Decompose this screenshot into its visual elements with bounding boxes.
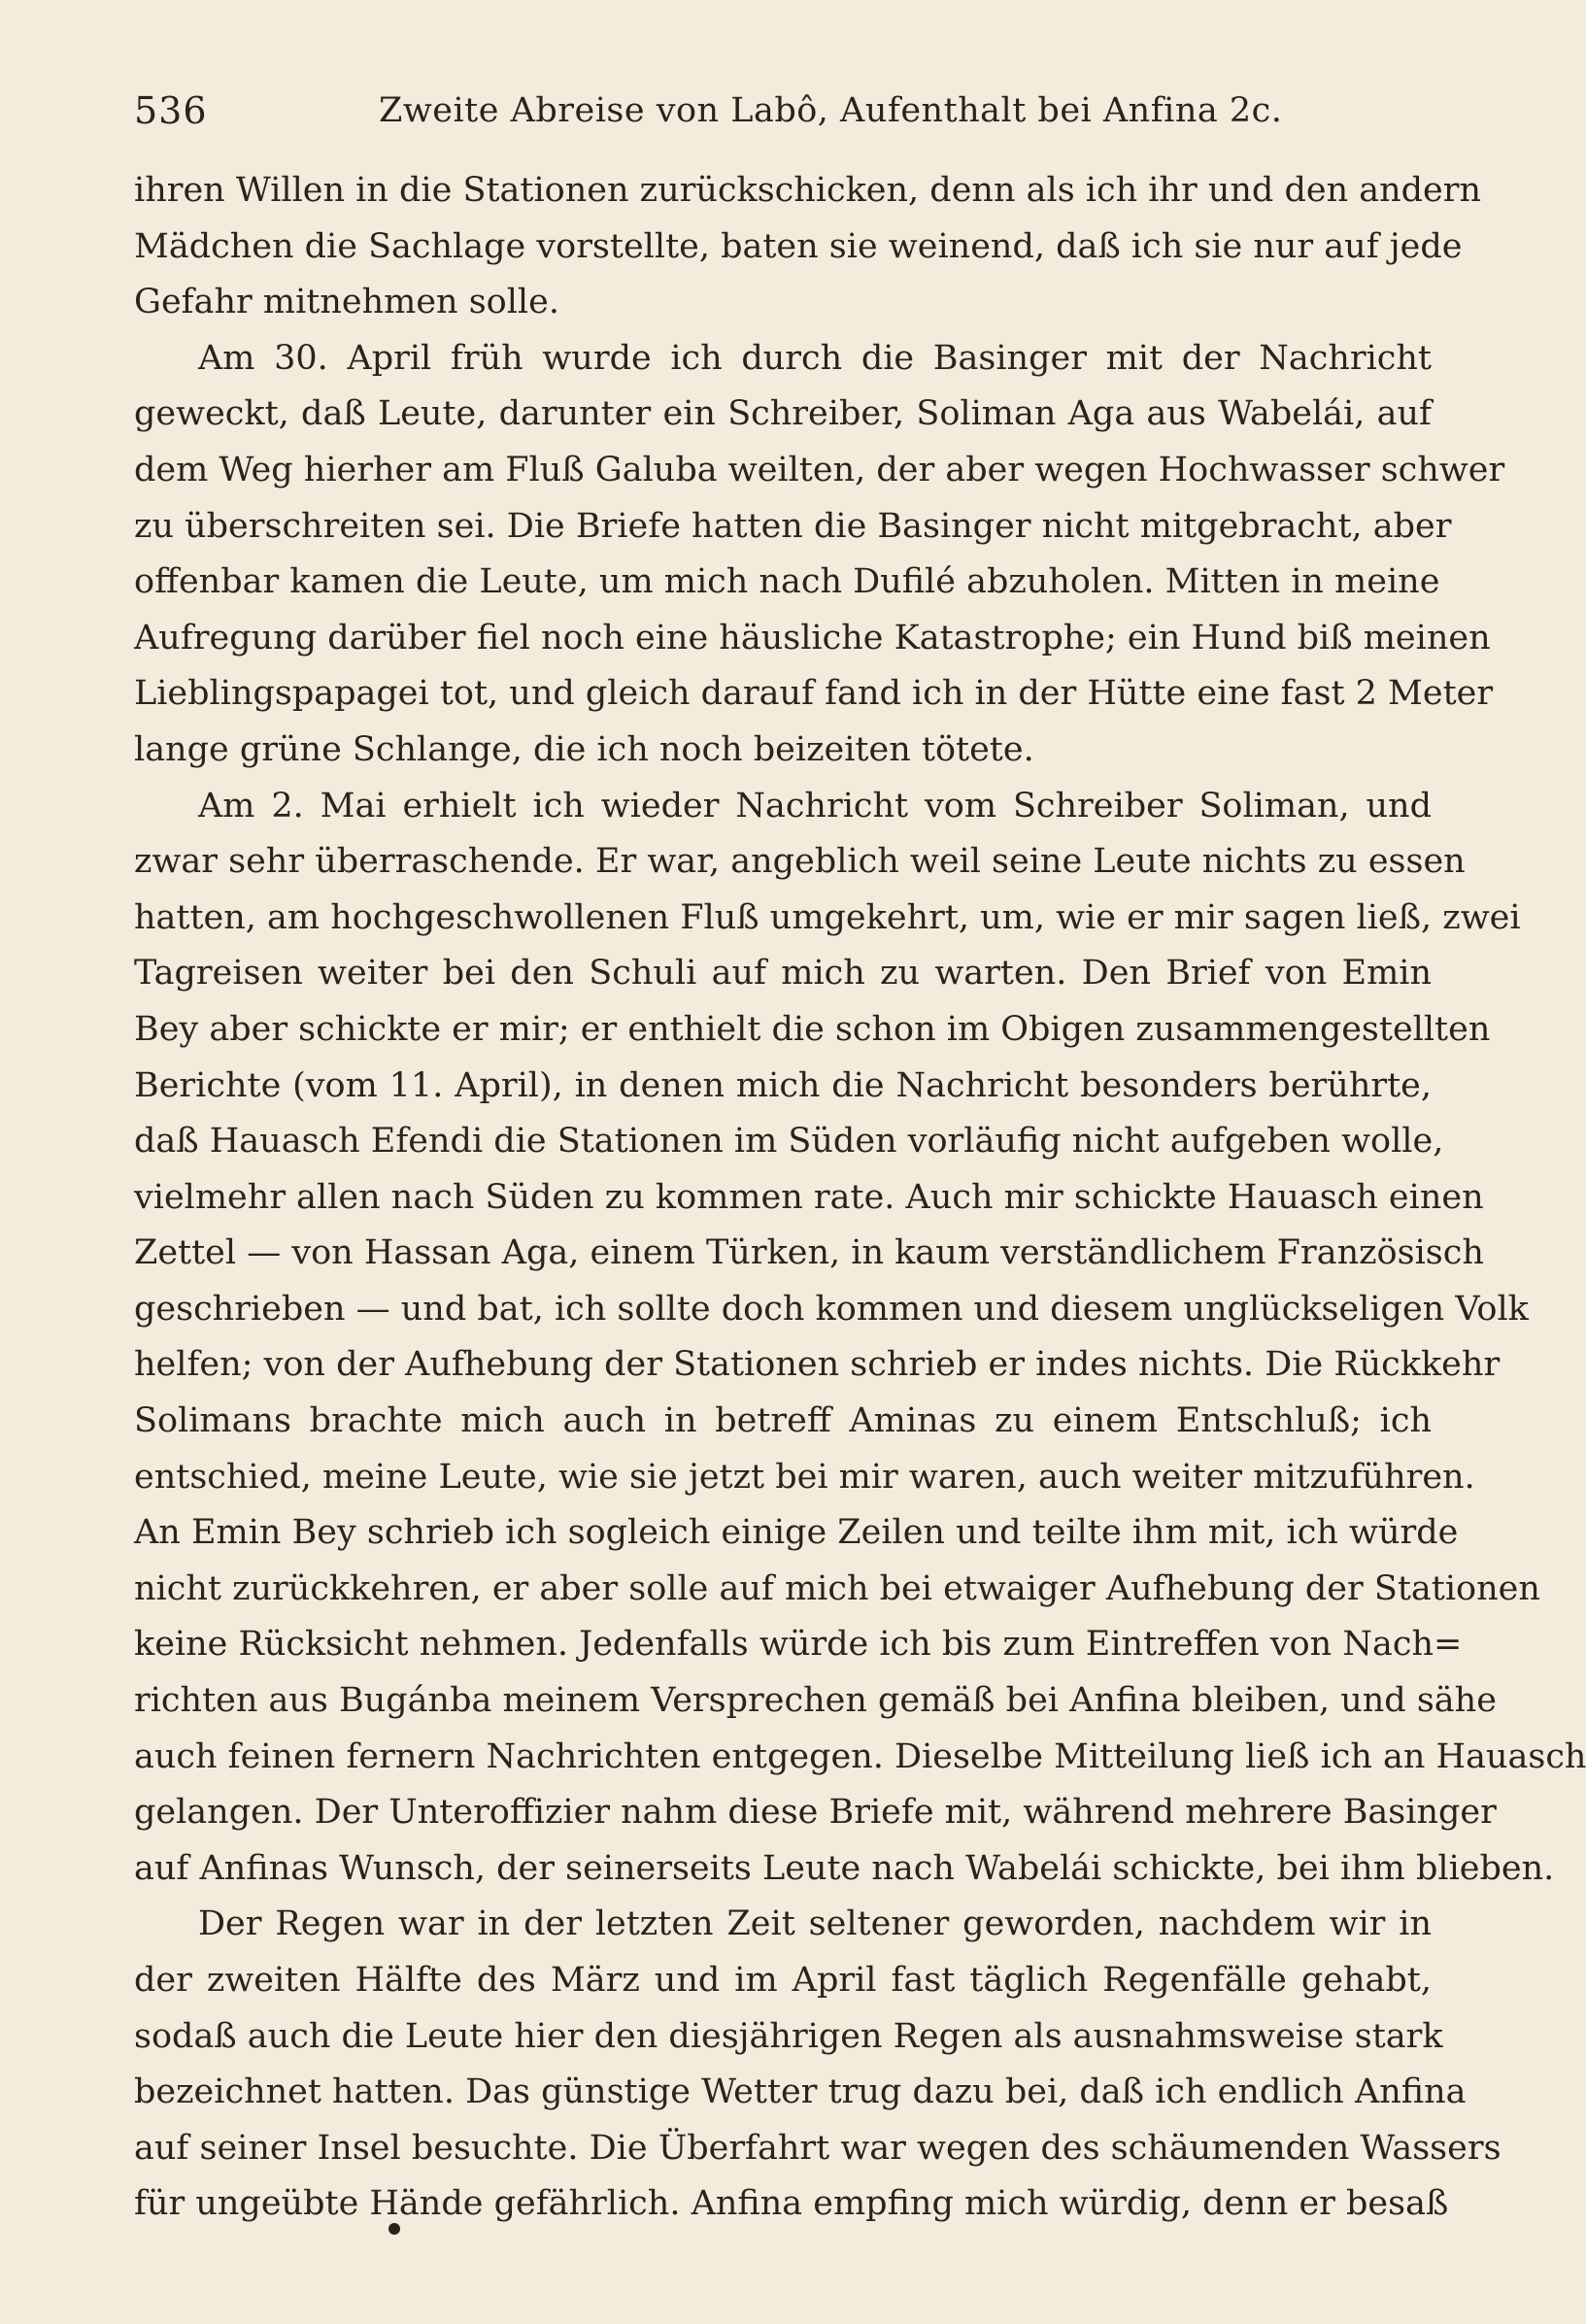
- text-line: dem Weg hierher am Fluß Galuba weilten, der aber wegen Hochwasser schwer: [134, 450, 1505, 489]
- text-line: Bey aber schickte er mir; er enthielt die schon im Obigen zusammengestellten: [134, 1009, 1491, 1049]
- text-line: Lieblingspapagei tot, und gleich darauf fand ich in der Hütte eine fast 2 Meter: [134, 674, 1494, 714]
- text-line: Am 2. Mai erhielt ich wieder Nachricht vom Schreiber Soliman, und: [198, 786, 1432, 825]
- text-line: Der Regen war in der letzten Zeit seltener geworden, nachdem wir in: [198, 1904, 1432, 1944]
- text-line: ihren Willen in die Stationen zurückschicken, denn als ich ihr und den andern: [134, 171, 1482, 210]
- text-line: geschrieben — und bat, ich sollte doch kommen und diesem unglückseligen Volk: [134, 1289, 1529, 1329]
- text-line: zu überschreiten sei. Die Briefe hatten die Basinger nicht mitgebracht, aber: [134, 506, 1452, 546]
- text-line: sodaß auch die Leute hier den diesjährigen Regen als ausnahmsweise stark: [134, 2016, 1443, 2056]
- text-line: gelangen. Der Unteroffizier nahm diese Briefe mit, während mehrere Basinger: [134, 1793, 1497, 1833]
- text-line: vielmehr allen nach Süden zu kommen rate. Auch mir schickte Hauasch einen: [134, 1177, 1484, 1217]
- text-line: entschied, meine Leute, wie sie jetzt bei mir waren, auch weiter mitzuführen.: [134, 1457, 1475, 1497]
- text-line: Berichte (vom 11. April), in denen mich die Nachricht besonders berührte,: [134, 1065, 1432, 1105]
- text-line: Gefahr mitnehmen solle.: [134, 283, 559, 322]
- text-line: Mädchen die Sachlage vorstellte, baten sie weinend, daß ich sie nur auf jede: [134, 226, 1463, 266]
- text-line: für ungeübte Hände gefährlich. Anfina empfing mich würdig, denn er besaß: [134, 2184, 1449, 2224]
- body-text: [134, 163, 1586, 2233]
- text-line: helfen; von der Aufhebung der Stationen schrieb er indes nichts. Die Rückkehr: [134, 1345, 1501, 1385]
- text-line: auf Anfinas Wunsch, der seinerseits Leute nach Wabelái schickte, bei ihm blieben.: [134, 1848, 1555, 1888]
- text-line: bezeichnet hatten. Das günstige Wetter trug dazu bei, daß ich endlich Anfina: [134, 2072, 1467, 2112]
- text-line: richten aus Bugánba meinem Versprechen gemäß bei Anfina bleiben, und sähe: [134, 1681, 1497, 1721]
- text-line: hatten, am hochgeschwollenen Fluß umgekehrt, um, wie er mir sagen ließ, zwei: [134, 897, 1521, 937]
- text-line: lange grüne Schlange, die ich noch beizeiten tötete.: [134, 729, 1034, 769]
- text-line: daß Hauasch Efendi die Stationen im Süden vorläufig nicht aufgeben wolle,: [134, 1122, 1444, 1162]
- running-title: Zweite Abreise von Labô, Aufenthalt bei Anfina 2c.: [379, 91, 1283, 130]
- text-line: Aufregung darüber fiel noch eine häusliche Katastrophe; ein Hund biß meinen: [134, 618, 1491, 657]
- text-line: offenbar kamen die Leute, um mich nach Dufilé abzuholen. Mitten in meine: [134, 562, 1440, 602]
- text-line: An Emin Bey schrieb ich sogleich einige Zeilen und teilte ihm mit, ich würde: [134, 1513, 1459, 1553]
- text-line: geweckt, daß Leute, darunter ein Schreiber, Soliman Aga aus Wabelái, auf: [134, 394, 1432, 434]
- text-line: Tagreisen weiter bei den Schuli auf mich zu warten. Den Brief von Emin: [134, 954, 1432, 994]
- text-line: keine Rücksicht nehmen. Jedenfalls würde ich bis zum Eintreffen von Nach=: [134, 1625, 1463, 1665]
- text-line: der zweiten Hälfte des März und im April fast täglich Regenfälle gehabt,: [134, 1961, 1432, 2000]
- page-header: [134, 89, 1435, 148]
- ink-dot: [388, 2223, 400, 2235]
- text-line: nicht zurückkehren, er aber solle auf mich bei etwaiger Aufhebung der Stationen: [134, 1568, 1540, 1608]
- page-number: 536: [134, 89, 208, 132]
- text-line: Zettel — von Hassan Aga, einem Türken, in kaum verständlichem Französisch: [134, 1233, 1484, 1273]
- text-line: zwar sehr überraschende. Er war, angeblich weil seine Leute nichts zu essen: [134, 842, 1466, 882]
- text-line: Am 30. April früh wurde ich durch die Basinger mit der Nachricht: [198, 338, 1432, 378]
- text-line: Solimans brachte mich auch in betreff Aminas zu einem Entschluß; ich: [134, 1401, 1432, 1441]
- text-line: auch feinen fernern Nachrichten entgegen. Dieselbe Mitteilung ließ ich an Hauasch: [134, 1736, 1586, 1776]
- text-line: auf seiner Insel besuchte. Die Überfahrt war wegen des schäumenden Wassers: [134, 2128, 1502, 2168]
